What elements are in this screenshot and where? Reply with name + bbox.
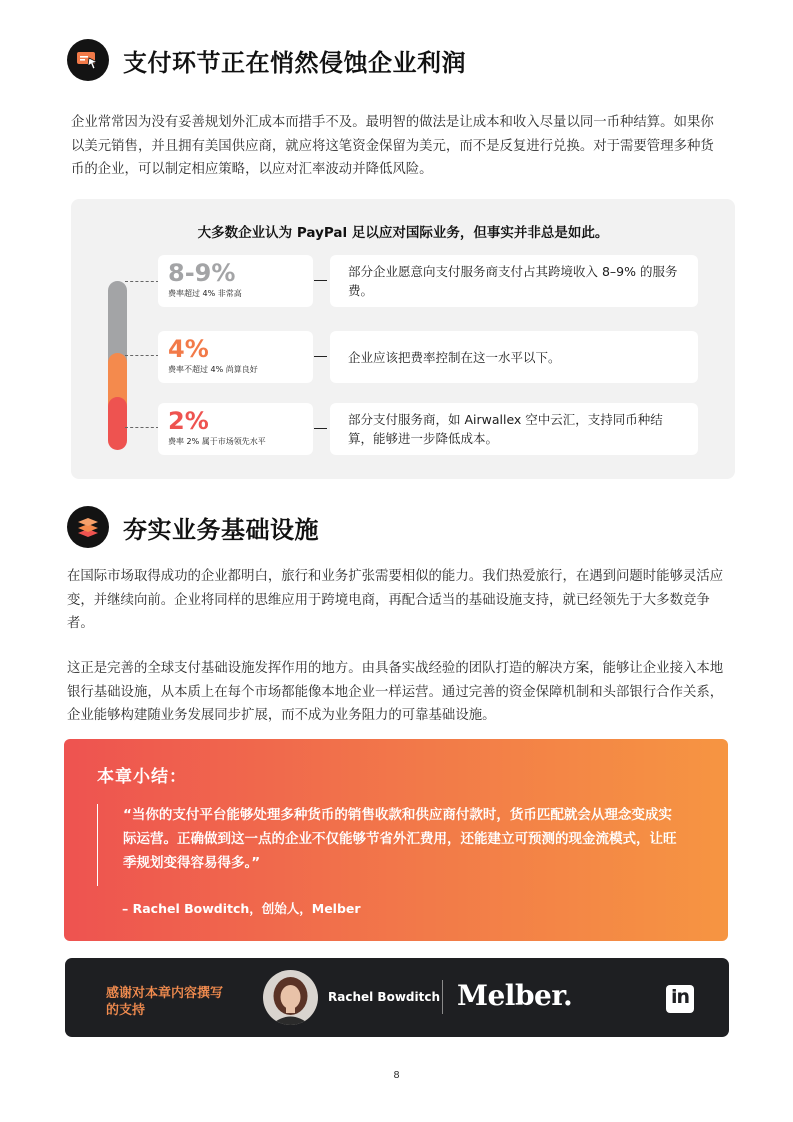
fee-description: 部分支付服务商，如 Airwallex 空中云汇，支持同币种结算，能够进一步降低成本。 <box>330 403 698 455</box>
fee-label: 费率超过 4% 非常高 <box>168 289 242 298</box>
fee-label: 费率 2% 属于市场领先水平 <box>168 437 266 446</box>
section-title: 支付环节正在悄然侵蚀企业利润 <box>123 48 466 77</box>
fee-value: 4% <box>168 335 209 363</box>
body-paragraph: 这正是完善的全球支付基础设施发挥作用的地方。由具备实战经验的团队打造的解决方案，能够让企业接入本地银行基础设施，从本质上在每个市场都能像本地企业一样运营。通过完善的资金保障机制和头部银行合作关系，企业能够构建随业务发展同步扩展，而不成为业务阻力的可靠基础设施。 <box>67 661 724 723</box>
divider <box>442 980 443 1014</box>
quote-rule <box>97 804 98 886</box>
connector-dots <box>125 427 159 428</box>
fee-comparison-panel <box>71 199 735 479</box>
linkedin-icon[interactable] <box>666 985 694 1013</box>
fee-stat-card <box>158 403 313 455</box>
fee-description: 部分企业愿意向支付服务商支付占其跨境收入 8–9% 的服务费。 <box>330 255 698 307</box>
contributor-name: Rachel Bowditch <box>328 990 440 1004</box>
quote-author: – Rachel Bowditch，创始人，Melber <box>122 901 361 916</box>
connector-dash <box>314 356 327 357</box>
fee-label: 费率不超过 4% 尚算良好 <box>168 365 258 374</box>
fee-value: 8-9% <box>168 259 236 287</box>
page-number: 8 <box>393 1070 400 1081</box>
summary-title: 本章小结： <box>97 767 187 787</box>
thanks-text: 感谢对本章内容撰写的支持 <box>106 986 224 1018</box>
section-header-infrastructure <box>67 506 319 548</box>
fee-stat-card <box>158 255 313 307</box>
connector-dots <box>125 281 159 282</box>
summary-quote: “当你的支付平台能够处理多种货币的销售收款和供应商付款时，货币匹配就会从理念变成实际运营。正确做到这一点的企业不仅能够节省外汇费用，还能建立可预测的现金流模式，让旺季规划变得容易得多。” <box>123 807 677 871</box>
fee-bar-low <box>108 397 127 450</box>
fee-value: 2% <box>168 407 209 435</box>
avatar <box>263 970 318 1025</box>
panel-title: 大多数企业认为 PayPal 足以应对国际业务，但事实并非总是如此。 <box>197 225 609 241</box>
linkedin-label: in <box>670 986 690 1008</box>
layers-icon <box>67 506 109 548</box>
connector-dash <box>314 428 327 429</box>
connector-dots <box>125 355 159 356</box>
section-header-profit <box>67 39 466 81</box>
contributor-banner <box>65 958 729 1037</box>
chapter-summary <box>64 739 728 941</box>
body-paragraph: 企业常常因为没有妥善规划外汇成本而措手不及。最明智的做法是让成本和收入尽量以同一币种结算。如果你以美元销售，并且拥有美国供应商，就应将这笔资金保留为美元，而不是反复进行兑换。对于需要管理多种货币的企业，可以制定相应策略，以应对汇率波动并降低风险。 <box>71 115 714 177</box>
body-paragraph: 在国际市场取得成功的企业都明白，旅行和业务扩张需要相似的能力。我们热爱旅行，在遇到问题时能够灵活应变，并继续向前。企业将同样的思维应用于跨境电商，再配合适当的基础设施支持，就已经领先于大多数竞争者。 <box>67 569 724 631</box>
connector-dash <box>314 280 327 281</box>
melber-logo: Melber. <box>457 979 573 1012</box>
chat-cursor-icon <box>67 39 109 81</box>
fee-stat-card <box>158 331 313 383</box>
fee-description: 企业应该把费率控制在这一水平以下。 <box>330 331 698 383</box>
section-title: 夯实业务基础设施 <box>123 515 319 544</box>
